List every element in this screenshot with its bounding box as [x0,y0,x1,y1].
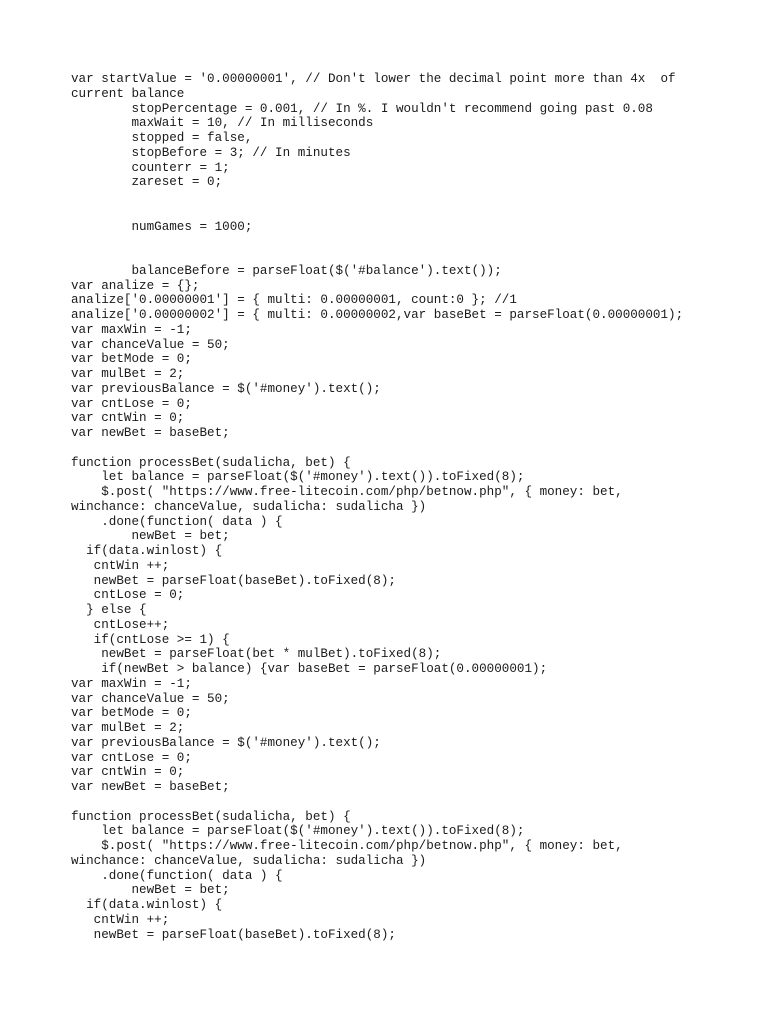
code-line: var newBet = baseBet; [71,780,230,794]
code-line: var cntLose = 0; [71,750,192,765]
code-line: counterr = 1; [71,160,230,175]
code-line: var chanceValue = 50; [71,691,230,706]
code-line: var previousBalance = $('#money').text(); [71,381,381,396]
code-line: var previousBalance = $('#money').text(); [71,735,381,750]
code-line: .done(function( data ) { [71,868,283,883]
code-line: newBet = parseFloat(baseBet).toFixed(8); [71,927,396,942]
code-line: newBet = bet; [71,883,230,898]
code-line: winchance: chanceValue, sudalicha: sudalicha }) [71,853,427,868]
code-line: newBet = parseFloat(bet * mulBet).toFixed(8); [71,647,442,662]
code-line: var cntWin = 0; [71,765,185,780]
code-line: if(data.winlost) { [71,544,223,558]
code-line: var newBet = baseBet; [71,426,230,440]
code-line: newBet = parseFloat(baseBet).toFixed(8); [71,573,396,588]
code-line: if(data.winlost) { [71,898,223,912]
code-line: let balance = parseFloat($('#money').text()).toFixed(8); [71,824,525,839]
code-line: var analize = {}; [71,278,200,293]
code-line: function processBet(sudalicha, bet) { [71,809,351,824]
code-line: .done(function( data ) { [71,514,283,529]
code-line: if(newBet > balance) {var baseBet = parseFloat(0.00000001); [71,662,548,676]
code-line: var betMode = 0; [71,706,192,721]
code-line [71,190,761,205]
code-line: balanceBefore = parseFloat($('#balance').text()); [71,263,502,278]
code-line: $.post( "https://www.free-litecoin.com/php/betnow.php", { money: bet, [71,839,623,853]
code-line: var cntWin = 0; [71,411,185,426]
code-line: var chanceValue = 50; [71,337,230,352]
code-line: cntLose = 0; [71,588,185,603]
code-line: let balance = parseFloat($('#money').text()).toFixed(8); [71,470,525,485]
code-line: cntLose++; [71,617,170,632]
code-line: analize['0.00000001'] = { multi: 0.00000001, count:0 }; //1 [71,293,517,308]
code-line: cntWin ++; [71,558,170,573]
code-line: } else { [71,603,147,617]
code-line: winchance: chanceValue, sudalicha: sudalicha }) [71,499,427,514]
code-line: function processBet(sudalicha, bet) { [71,455,351,470]
code-line: newBet = bet; [71,529,230,544]
code-line: stopBefore = 3; // In minutes [71,145,351,160]
code-line: var maxWin = -1; [71,322,192,337]
code-line [71,249,761,264]
code-line: var maxWin = -1; [71,676,192,691]
code-line: maxWait = 10, // In milliseconds [71,116,374,131]
code-line: var betMode = 0; [71,352,192,367]
code-line: var mulBet = 2; [71,721,185,735]
code-line [71,441,761,456]
code-line: stopPercentage = 0.001, // In %. I wouldn't recommend going past 0.08 [71,101,653,116]
code-line: $.post( "https://www.free-litecoin.com/php/betnow.php", { money: bet, [71,485,623,499]
code-line [71,795,761,810]
code-line [71,234,761,249]
code-line: current balance [71,86,185,101]
code-line: zareset = 0; [71,175,223,190]
code-line: var cntLose = 0; [71,396,192,411]
code-line: cntWin ++; [71,912,170,927]
code-line: if(cntLose >= 1) { [71,632,230,647]
code-line: var startValue = '0.00000001', // Don't lower the decimal point more than 4x of [71,72,676,86]
code-document [71,72,761,942]
code-line [71,205,761,220]
code-line: stopped = false, [71,131,253,145]
code-line: numGames = 1000; [71,219,253,234]
code-line: analize['0.00000002'] = { multi: 0.00000002,var baseBet = parseFloat(0.00000001); [71,308,684,322]
code-line: var mulBet = 2; [71,367,185,381]
